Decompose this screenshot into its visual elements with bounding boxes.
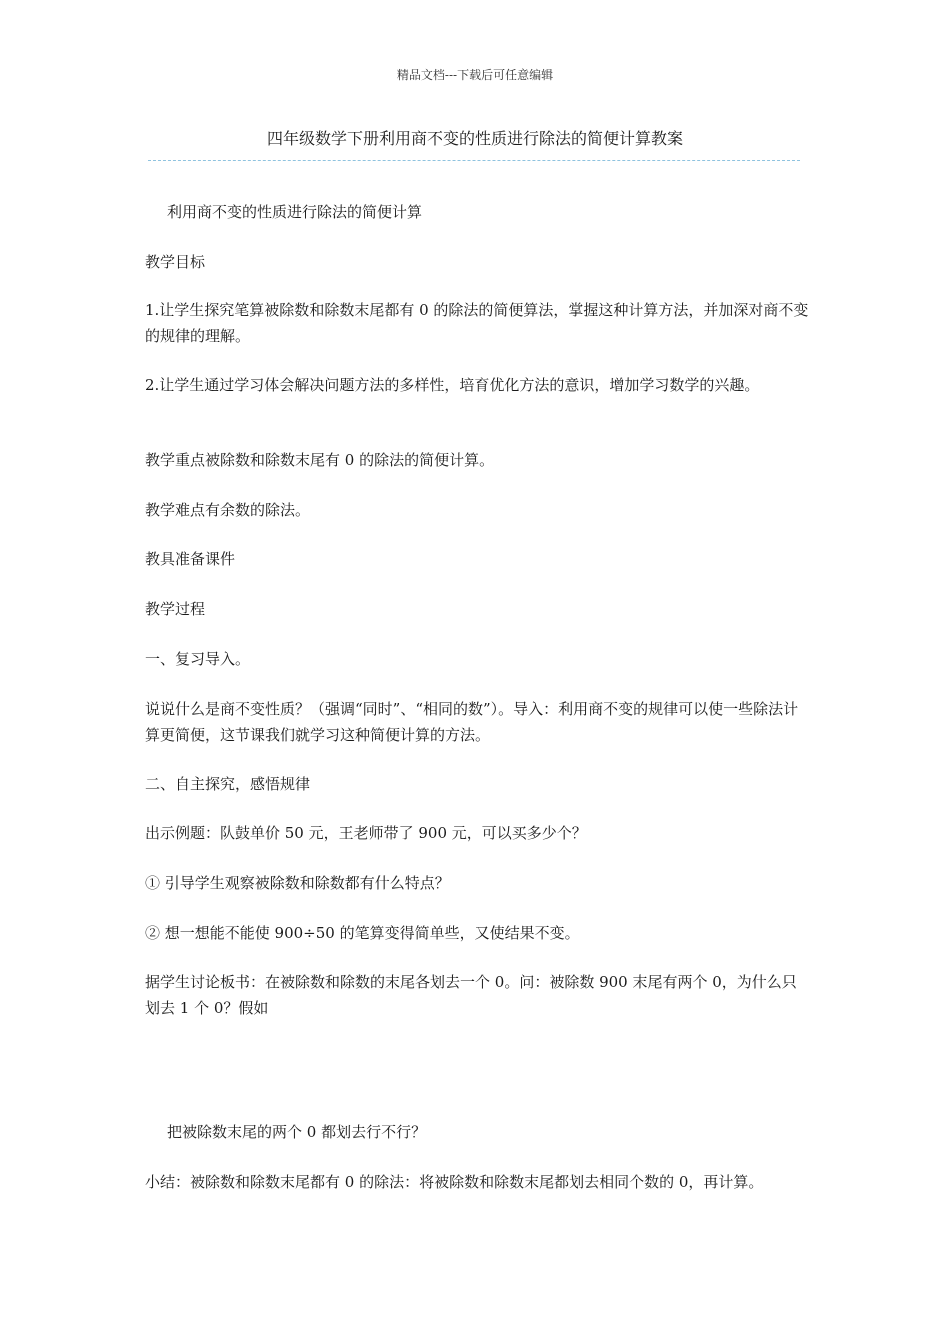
materials-paragraph: 教具准备课件 [145,550,236,568]
example-paragraph: 出示例题：队鼓单价 50 元，王老师带了 900 元，可以买多少个？ [145,824,587,842]
summary-paragraph: 小结：被除数和除数末尾都有 0 的除法：将被除数和除数末尾都划去相同个数的 0，再计算。 [145,1173,764,1191]
guide-item-2: ② 想一想能不能使 900÷50 的笔算变得简单些，又使结果不变。 [145,924,580,942]
question-paragraph: 把被除数末尾的两个 0 都划去行不行？ [167,1123,427,1141]
title-divider [148,160,800,161]
goal-paragraph-2: 2.让学生通过学习体会解决问题方法的多样性，培育优化方法的意识，增加学习数学的兴趣。 [145,376,760,394]
difficulty-paragraph: 教学难点有余数的除法。 [145,501,311,519]
guide-item-1: ① 引导学生观察被除数和除数都有什么特点？ [145,874,450,892]
board-writing-paragraph: 据学生讨论板书：在被除数和除数的末尾各划去一个 0。问：被除数 900 末尾有两个 0，为什么只划去 1 个 0？假如 [145,973,797,1017]
document-title: 四年级数学下册利用商不变的性质进行除法的简便计算教案 [266,129,683,148]
section-heading-goals: 教学目标 [145,253,206,271]
subtitle-paragraph: 利用商不变的性质进行除法的简便计算 [167,203,423,221]
section-heading-process: 教学过程 [145,600,206,618]
step-heading-explore: 二、自主探究，感悟规律 [145,775,311,793]
step-heading-review: 一、复习导入。 [145,650,251,668]
review-paragraph: 说说什么是商不变性质？（强调“同时”、“相同的数”）。导入：利用商不变的规律可以使一些除法计算更简便，这节课我们就学习这种简便计算的方法。 [145,700,799,744]
key-point-paragraph: 教学重点被除数和除数末尾有 0 的除法的简便计算。 [145,451,495,469]
goal-paragraph-1: 1.让学生探究笔算被除数和除数末尾都有 0 的除法的简便算法，掌握这种计算方法，并加深对商不变的规律的理解。 [145,301,809,345]
header-note: 精品文档---下载后可任意编辑 [396,68,554,82]
